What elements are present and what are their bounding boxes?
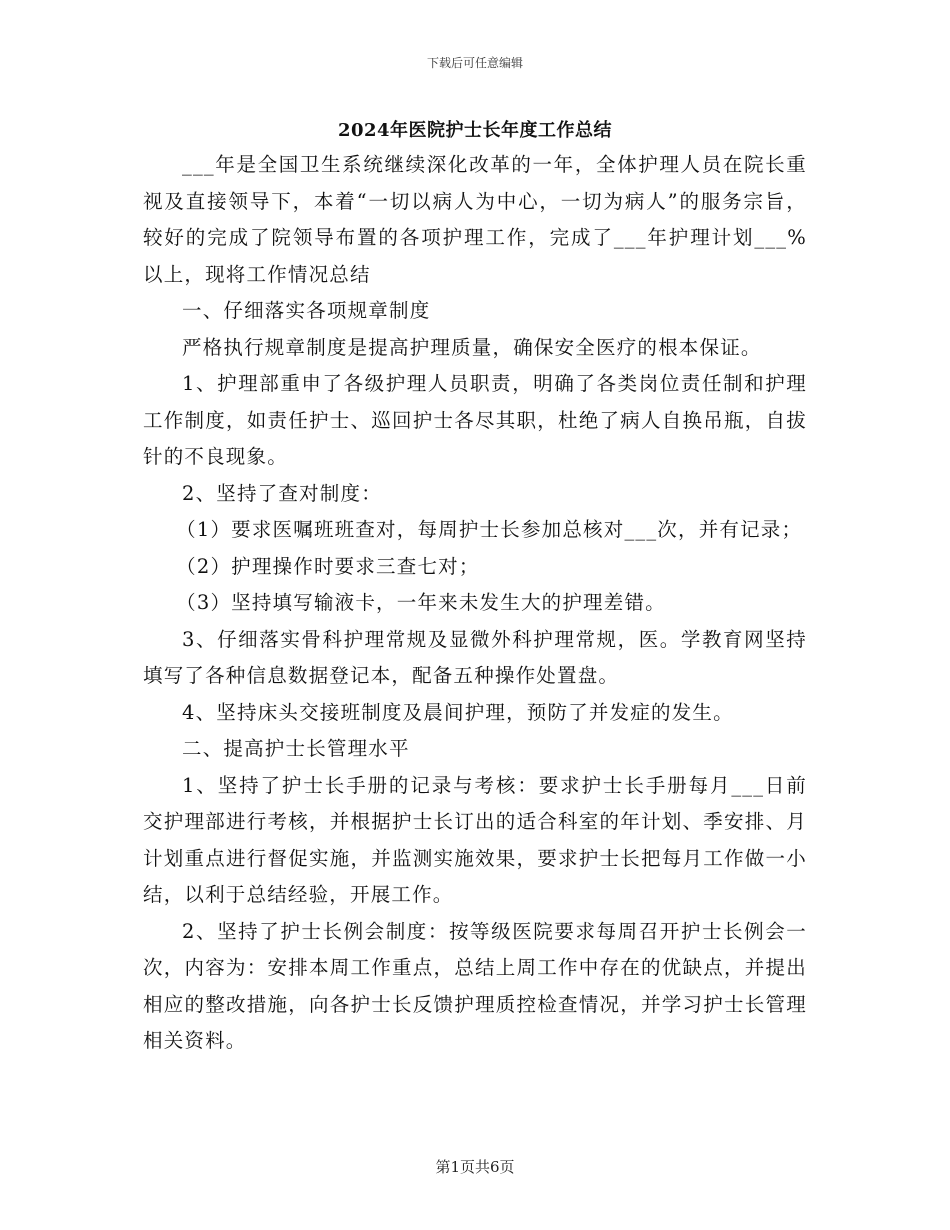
paragraph: 严格执行规章制度是提高护理质量，确保安全医疗的根本保证。: [182, 335, 762, 359]
paragraph: 1、坚持了护士长手册的记录与考核：要求护士长手册每月___日前交护理部进行考核，并根据护士长订出的适合科室的年计划、季安排、月计划重点进行督促实施，并监测实施效果，要求护士长把每月工作做一小结，以利于总结经验，开展工作。: [143, 773, 807, 906]
section-heading-2: 二、提高护士长管理水平: [182, 737, 410, 760]
paragraph-subitem: （3）坚持填写输液卡，一年来未发生大的护理差错。: [176, 591, 666, 614]
paragraph: 1、护理部重申了各级护理人员职责，明确了各类岗位责任制和护理工作制度，如责任护士、巡回护士各尽其职，杜绝了病人自换吊瓶，自拔针的不良现象。: [143, 372, 807, 468]
page-indicator: 第1页共6页: [435, 1158, 515, 1176]
paragraph-intro: ___年是全国卫生系统继续深化改革的一年，全体护理人员在院长重视及直接领导下，本着“一切以病人为中心，一切为病人”的服务宗旨，较好的完成了院领导布置的各项护理工作，完成了___年护理计划___%以上，现将工作情况总结: [143, 153, 807, 286]
paragraph-subitem: （2）护理操作时要求三查七对；: [176, 554, 480, 578]
paragraph: 2、坚持了查对制度：: [182, 481, 382, 505]
paragraph: 2、坚持了护士长例会制度：按等级医院要求每周召开护士长例会一次，内容为：安排本周工作重点，总结上周工作中存在的优缺点，并提出相应的整改措施，向各护士长反馈护理质控检查情况，并学习护士长管理相关资料。: [143, 919, 807, 1052]
document-title: 2024年医院护士长年度工作总结: [337, 120, 613, 141]
section-heading-1: 一、仔细落实各项规章制度: [182, 299, 431, 322]
document-body: [143, 147, 807, 1060]
paragraph: 3、仔细落实骨科护理常规及显微外科护理常规，医。学教育网坚持填写了各种信息数据登记本，配备五种操作处置盘。: [143, 627, 807, 687]
paragraph-subitem: （1）要求医嘱班班查对，每周护士长参加总核对___次，并有记录；: [176, 518, 803, 541]
header-note: 下载后可任意编辑: [426, 56, 523, 70]
paragraph: 4、坚持床头交接班制度及晨间护理，预防了并发症的发生。: [182, 700, 734, 724]
